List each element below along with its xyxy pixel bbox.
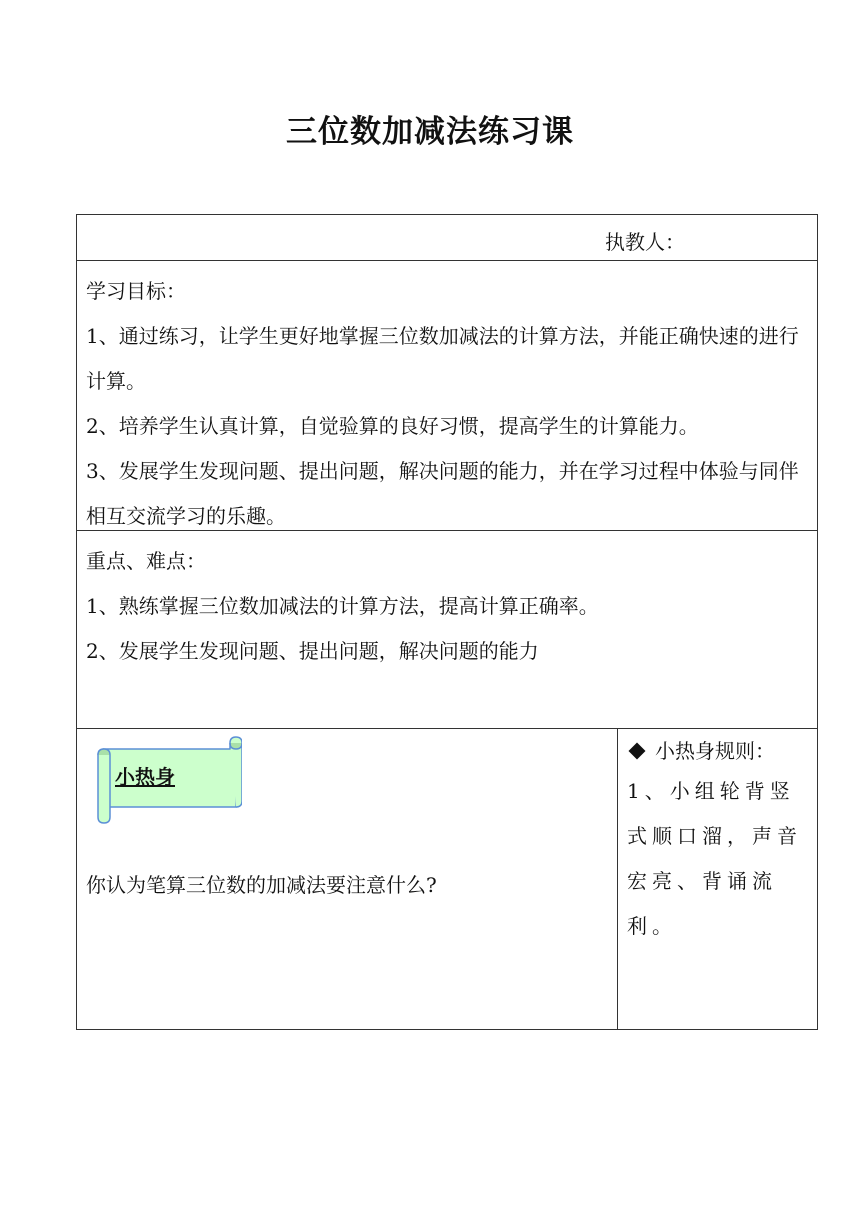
diamond-bullet-icon bbox=[629, 743, 646, 760]
teacher-label: 执教人： bbox=[605, 230, 685, 254]
warmup-banner-label: 小热身 bbox=[115, 765, 175, 789]
page-title: 三位数加减法练习课 bbox=[286, 114, 574, 150]
key-points-section bbox=[77, 531, 817, 729]
warmup-cell bbox=[77, 729, 618, 1029]
goal-item: 2、培养学生认真计算，自觉验算的良好习惯，提高学生的计算能力。 bbox=[86, 414, 699, 438]
warmup-row bbox=[77, 729, 817, 1029]
teacher-row bbox=[77, 215, 817, 261]
goal-item: 3、发展学生发现问题、提出问题，解决问题的能力，并在学习过程中体验与同伴相互交流学习的乐趣。 bbox=[86, 459, 799, 528]
goals-list bbox=[86, 314, 809, 539]
key-points-heading: 重点、难点： bbox=[86, 549, 206, 573]
goal-item: 1、通过练习，让学生更好地掌握三位数加减法的计算方法，并能正确快速的进行计算。 bbox=[86, 324, 799, 393]
rules-cell bbox=[618, 729, 817, 1029]
rules-heading-row bbox=[627, 733, 809, 769]
learning-goals-section bbox=[77, 261, 817, 531]
key-point-item: 2、发展学生发现问题、提出问题，解决问题的能力 bbox=[86, 639, 539, 663]
goals-heading: 学习目标： bbox=[86, 279, 186, 303]
key-point-item: 1、熟练掌握三位数加减法的计算方法，提高计算正确率。 bbox=[86, 594, 599, 618]
warmup-question: 你认为笔算三位数的加减法要注意什么? bbox=[86, 873, 437, 897]
lesson-table bbox=[76, 214, 818, 1030]
rules-heading: 小热身规则： bbox=[655, 739, 775, 763]
rules-body: 1、小组轮背竖式顺口溜，声音宏亮、背诵流利。 bbox=[627, 779, 802, 938]
